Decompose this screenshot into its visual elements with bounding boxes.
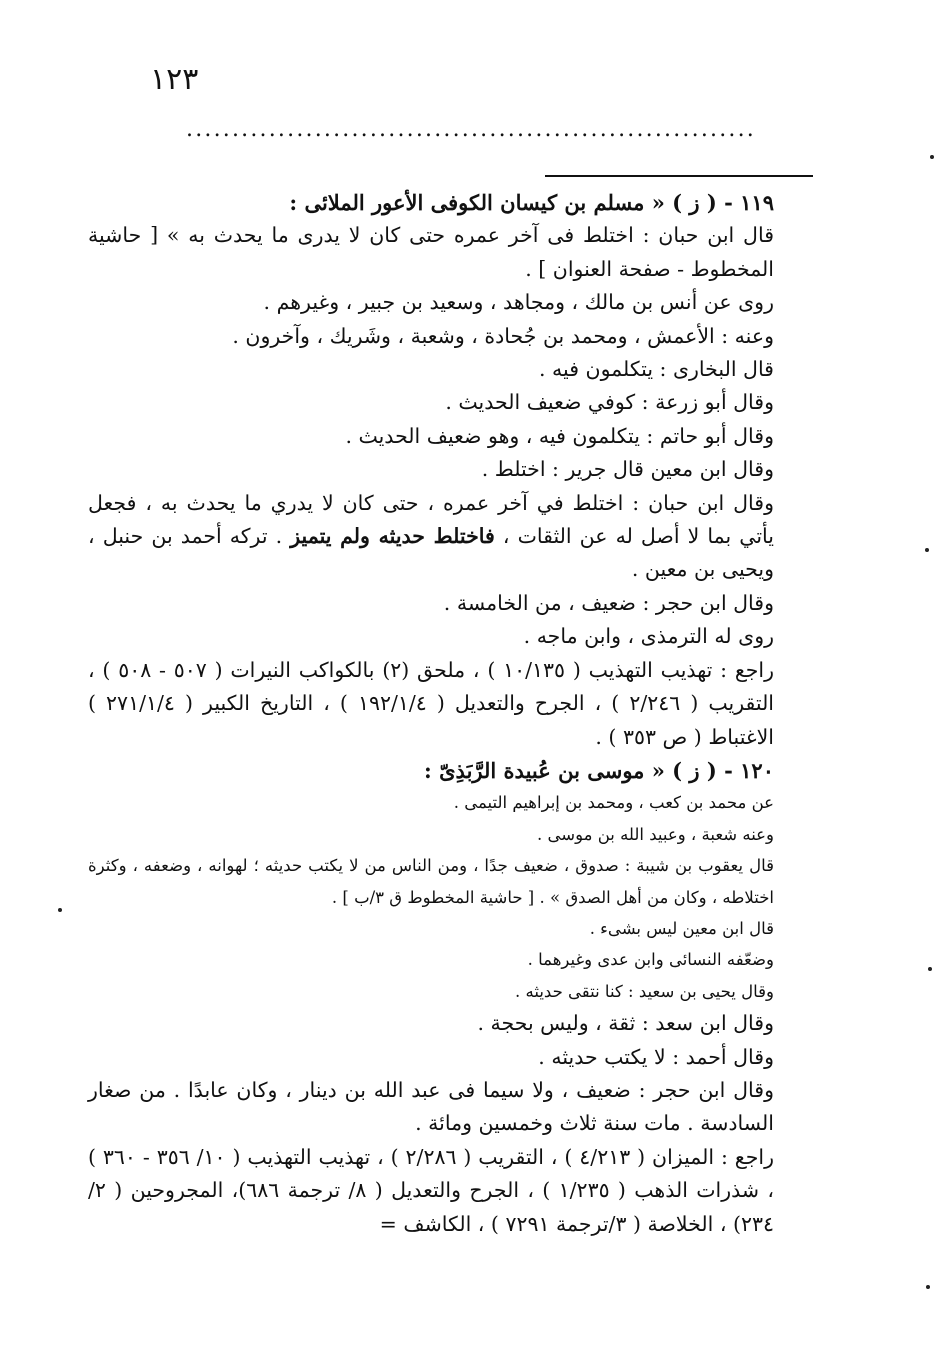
paragraph-ibn-hibban	[88, 487, 814, 587]
paragraph: وقال أبو حاتم : يتكلمون فيه ، وهو ضعيف الحديث .	[345, 423, 774, 448]
paragraph: وقال ابن حجر : ضعيف ، من الخامسة .	[443, 590, 774, 615]
paragraph: قال يعقوب بن شيبة : صدوق ، ضعيف جدًا ، ومن الناس من لا يكتب حديثه ؛ لهوانه ، وضعفه ، وكثرة اختلاطه ، وكان من أهل الصدق » . [ حاشية المخطوط ق ٣/ب ] .	[88, 856, 774, 907]
paragraph-text: وقال ابن حبان : اختلط في آخر عمره ، حتى كان لا يدري ما يحدث به ، فجعل يأتي بما لا أصل له عن الثقات ،	[88, 490, 774, 549]
paragraph: وعنه شعبة ، وعبيد الله بن موسى .	[537, 824, 774, 844]
emphasis-text: فاختلط حديثه ولم يتميز	[290, 524, 495, 549]
paragraph: وقال أبو زرعة : كوفي ضعيف الحديث .	[445, 390, 774, 415]
paragraph: وقال أحمد : لا يكتب حديثه .	[538, 1044, 774, 1069]
entry-heading-120: ١٢٠ - ( ز ) « موسى بن عُبيدة الرَّبَذِىّ :	[424, 757, 774, 783]
paragraph: قال البخارى : يتكلمون فيه .	[539, 357, 774, 382]
paragraph: وضعّفه النسائى وابن عدى وغيرهما .	[527, 950, 774, 970]
scan-speck	[930, 155, 934, 159]
entry-heading-119: ١١٩ - ( ز ) « مسلم بن كيسان الكوفى الأعور الملائى :	[289, 190, 774, 215]
header-rule	[545, 175, 813, 177]
paragraph: وقال ابن حجر : ضعيف ، ولا سيما فى عبد الله بن دينار ، وكان عابدًا . من صغار السادسة . مات سنة ثلاث وخمسين ومائة .	[88, 1077, 774, 1136]
scan-speck	[926, 1285, 930, 1289]
paragraph: روى له الترمذى ، وابن ماجه .	[523, 624, 774, 649]
paragraph: وقال ابن معين قال جرير : اختلط .	[481, 457, 774, 482]
page-number: ١٢٣	[150, 62, 199, 97]
paragraph: وقال يحيى بن سعيد : كنا نتقى حديثه .	[515, 981, 774, 1001]
references: راجع : الميزان ( ٤/٢١٣ ) ، التقريب ( ٢/٢٨٦ ) ، تهذيب التهذيب ( ١٠/ ٣٥٦ - ٣٦٠ ) ، شذرات الذهب ( ١/٢٣٥ ) ، الجرح والتعديل ( ٨/ ترجمة ٦٨٦)، المجروحين ( ٢/ ٢٣٤) ، الخلاصة ( ٣/ترجمة ٧٢٩١ ) ، الكاشف =	[88, 1144, 774, 1236]
scan-speck	[58, 908, 62, 912]
paragraph: قال ابن حبان : اختلط فى آخر عمره حتى كان لا يدرى ما يحدث به » [ حاشية المخطوط - صفحة العنوان ] .	[88, 223, 774, 281]
paragraph: وقال ابن سعد : ثقة ، وليس بحجة .	[477, 1011, 774, 1036]
paragraph: عن محمد بن كعب ، ومحمد بن إبراهيم التيمى .	[453, 793, 774, 813]
dotted-separator: ..............................................................	[186, 118, 756, 142]
references: راجع : تهذيب التهذيب ( ١٠/١٣٥ ) ، ملحق (٢) بالكواكب النيرات ( ٥٠٧ - ٥٠٨ ) ، التقريب ( ٢/٢٤٦ ) ، الجرح والتعديل ( ١٩٢/١/٤ ) ، التاريخ الكبير ( ٢٧١/١/٤ ) الاغتباط ( ص ٣٥٣ ) .	[88, 657, 775, 749]
body-text	[88, 186, 814, 1241]
paragraph-tail: . تركه أحمد بن حنبل ، ويحيى بن معين .	[88, 524, 774, 582]
scan-speck	[925, 548, 929, 552]
paragraph: وعنه : الأعمش ، ومحمد بن جُحادة ، وشعبة ، وشَريك ، وآخرون .	[232, 323, 774, 348]
paragraph: قال ابن معين ليس بشىء .	[589, 918, 774, 938]
scan-speck	[928, 967, 932, 971]
paragraph: روى عن أنس بن مالك ، ومجاهد ، وسعيد بن جبير ، وغيرهم .	[263, 290, 774, 315]
